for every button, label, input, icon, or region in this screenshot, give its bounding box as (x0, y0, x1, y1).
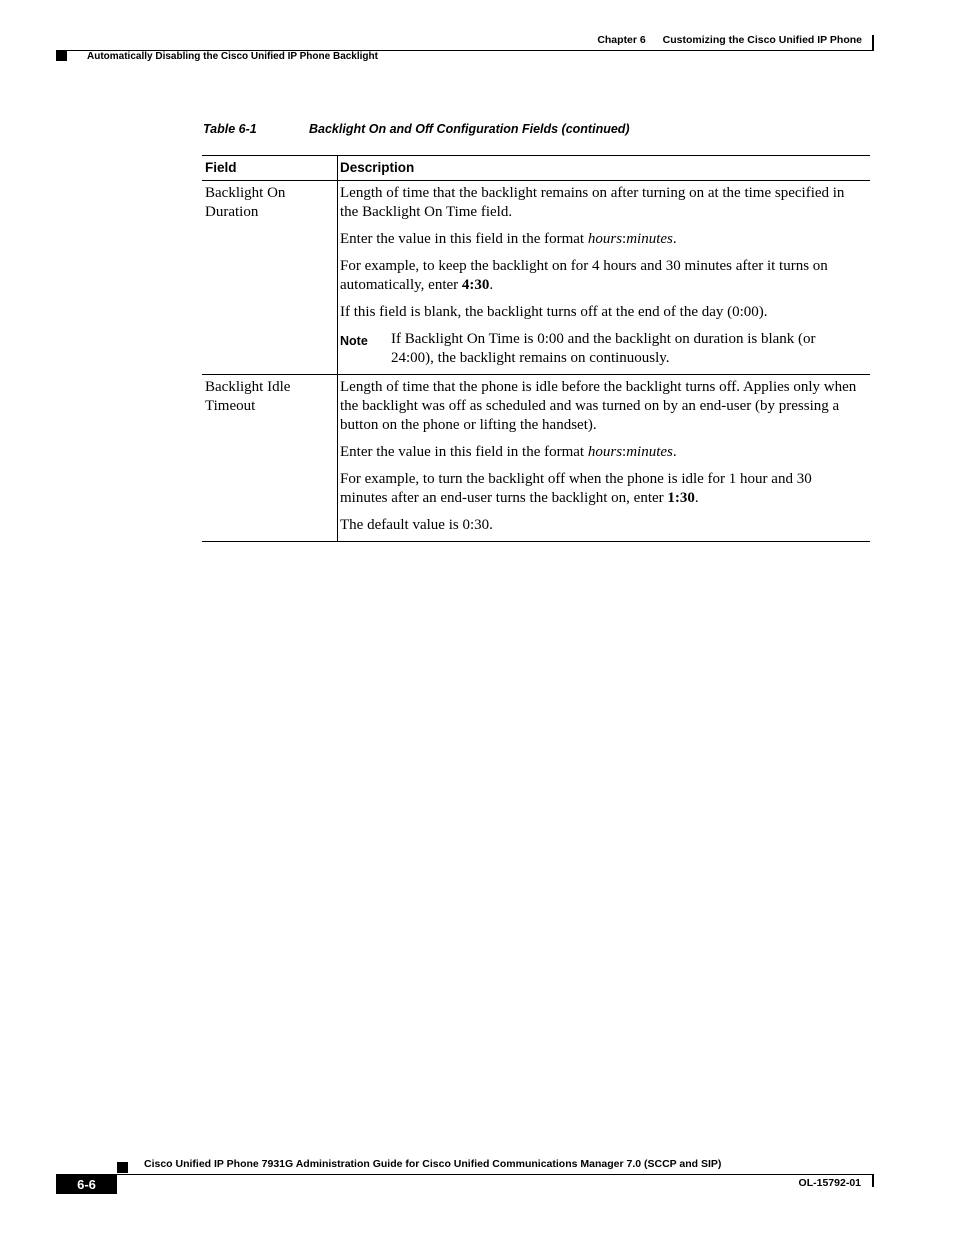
page-number: 6-6 (56, 1175, 117, 1194)
field-description (338, 375, 871, 542)
column-header-description: Description (338, 156, 871, 181)
config-fields-table (202, 155, 870, 542)
chapter-title: Customizing the Cisco Unified IP Phone (662, 34, 862, 46)
note (340, 330, 862, 368)
table-row (202, 181, 870, 375)
table-row (202, 375, 870, 542)
note-label: Note (340, 334, 368, 348)
description-paragraph: Enter the value in this field in the format hours:minutes. (340, 444, 677, 460)
description-paragraph: Enter the value in this field in the format hours:minutes. (340, 231, 677, 247)
chapter-number: Chapter 6 (597, 34, 646, 46)
description-paragraph: Length of time that the backlight remains on after turning on at the time specified in the Backlight On Time field. (340, 185, 845, 220)
table-caption-title: Backlight On and Off Configuration Fields (continued) (309, 122, 630, 136)
field-name: Backlight Idle Timeout (202, 375, 338, 542)
guide-title: Cisco Unified IP Phone 7931G Administration Guide for Cisco Unified Communications Manager 7.0 (SCCP and SIP) (144, 1158, 722, 1170)
description-paragraph: If this field is blank, the backlight turns off at the end of the day (0:00). (340, 304, 768, 320)
header-rule-tick (872, 35, 874, 50)
footer-marker (117, 1162, 128, 1173)
table-header-row (202, 156, 870, 181)
column-header-field: Field (202, 156, 338, 181)
section-title: Automatically Disabling the Cisco Unified IP Phone Backlight (87, 51, 378, 62)
field-name: Backlight On Duration (202, 181, 338, 375)
header-marker (56, 51, 67, 61)
note-text: If Backlight On Time is 0:00 and the backlight on duration is blank (or 24:00), the backlight remains on continuously. (391, 331, 816, 366)
footer-rule (56, 1174, 874, 1175)
footer-rule-tick (872, 1175, 874, 1187)
running-header (597, 34, 862, 46)
description-paragraph: For example, to turn the backlight off when the phone is idle for 1 hour and 30 minutes after an end-user turns the backlight on, enter 1:30. (340, 471, 812, 506)
table-caption-number: Table 6-1 (203, 122, 257, 136)
description-paragraph: The default value is 0:30. (340, 517, 493, 533)
description-paragraph: For example, to keep the backlight on for 4 hours and 30 minutes after it turns on automatically, enter 4:30. (340, 258, 828, 293)
table-caption (203, 122, 630, 136)
description-paragraph: Length of time that the phone is idle before the backlight turns off. Applies only when the backlight was off as scheduled and was turned on by an end-user (by pressing a button on the phone or lifting the handset). (340, 379, 857, 433)
document-number: OL-15792-01 (798, 1177, 861, 1189)
field-description (338, 181, 871, 375)
